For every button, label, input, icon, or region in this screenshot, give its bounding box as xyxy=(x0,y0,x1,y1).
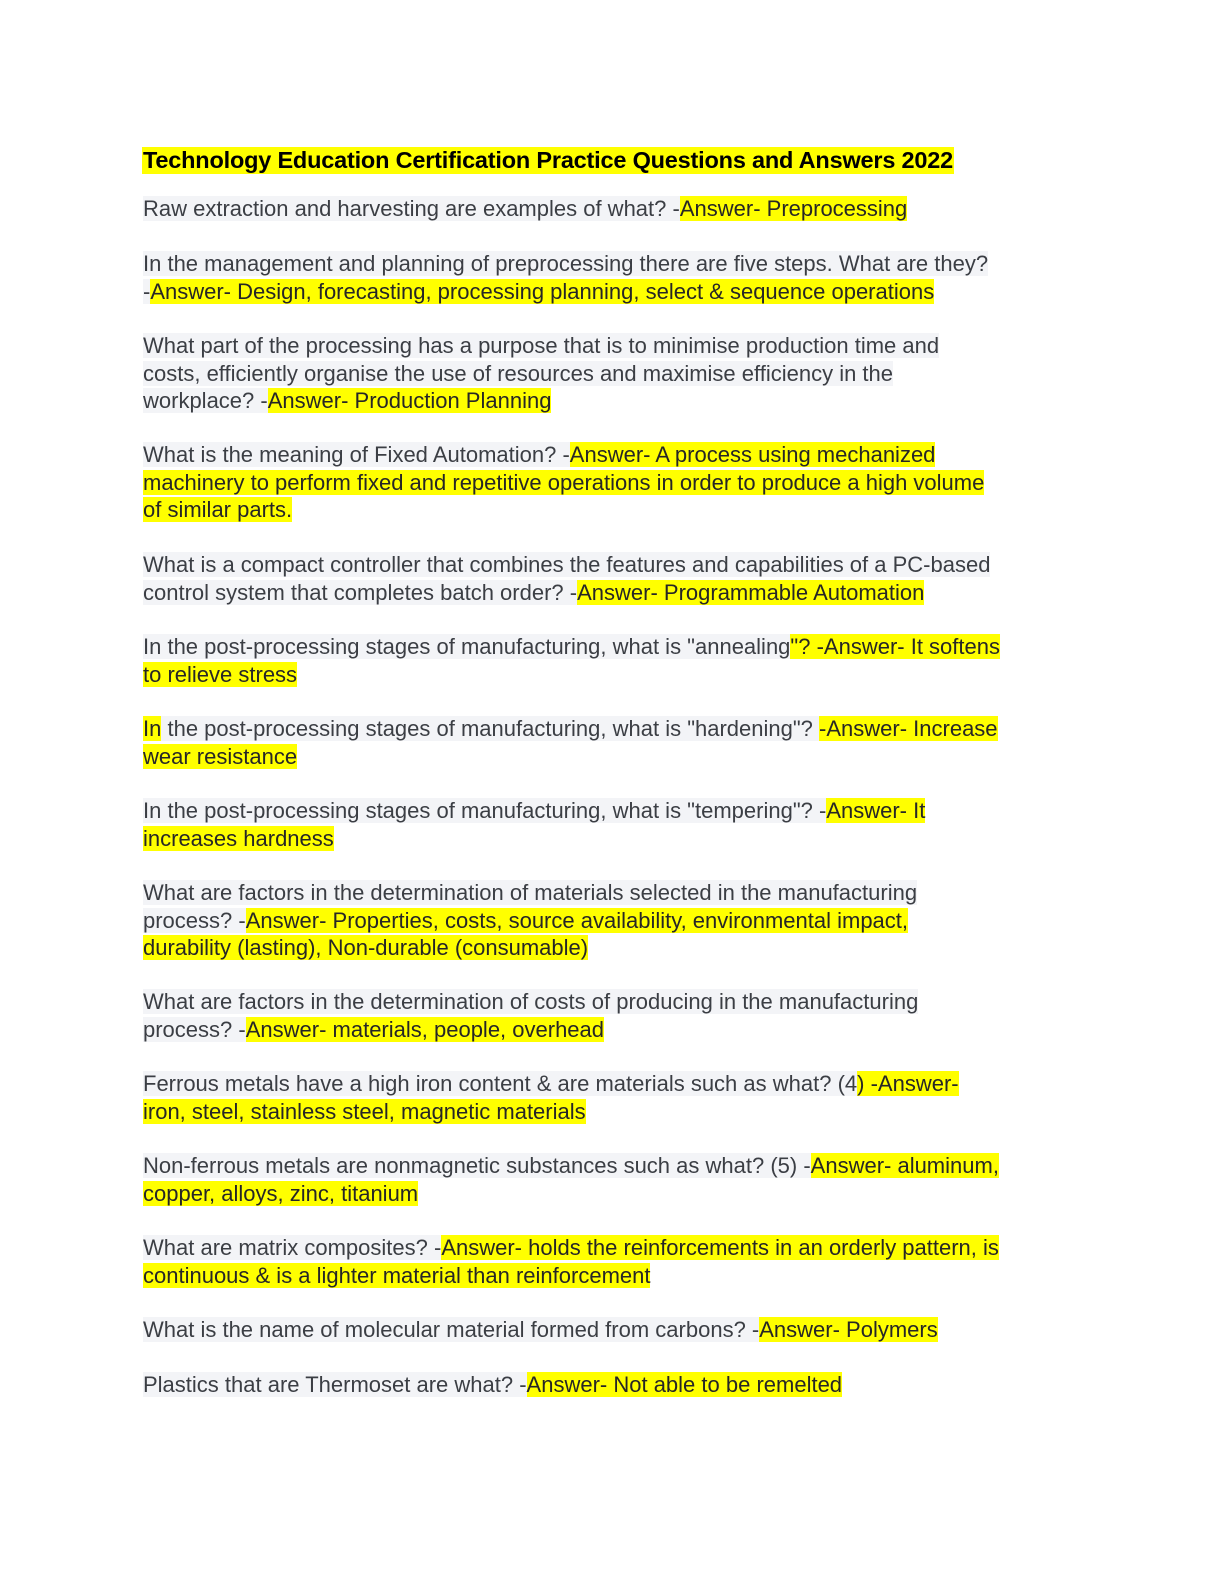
question-text: What are matrix composites? - xyxy=(143,1235,442,1260)
answer-text: Answer- aluminum, copper, alloys, zinc, titanium xyxy=(143,1153,999,1206)
answer-text: "? -Answer- It softens to relieve stress xyxy=(143,634,1000,687)
qa-item-11 xyxy=(143,1070,1083,1125)
question-text: Ferrous metals have a high iron content & are materials such as what? (4 xyxy=(143,1071,858,1096)
question-text: Plastics that are Thermoset are what? - xyxy=(143,1372,527,1397)
qa-item-3 xyxy=(143,332,1083,415)
answer-text: Answer- A process using mechanized machinery to perform fixed and repetitive operations in order to produce a high volume of similar parts. xyxy=(143,442,985,522)
question-text: Non-ferrous metals are nonmagnetic substances such as what? (5) - xyxy=(143,1153,811,1178)
answer-text: Answer- Preprocessing xyxy=(679,196,908,221)
answer-prefix-text: In xyxy=(143,716,162,741)
question-text: What is the name of molecular material formed from carbons? - xyxy=(143,1317,760,1342)
answer-text: Answer- Production Planning xyxy=(267,388,552,413)
question-text: What part of the processing has a purpose that is to minimise production time and costs, efficiently organise the use of resources and maximise efficiency in the workplace? - xyxy=(143,333,940,413)
qa-item-1 xyxy=(143,195,1083,223)
qa-item-10 xyxy=(143,988,1083,1043)
answer-text: Answer- Polymers xyxy=(759,1317,938,1342)
qa-item-14 xyxy=(143,1316,1083,1344)
qa-item-6 xyxy=(143,633,1083,688)
question-text: What are factors in the determination of materials selected in the manufacturing process? - xyxy=(143,880,918,933)
answer-text: Answer- Design, forecasting, processing planning, select & sequence operations xyxy=(150,278,935,304)
qa-item-8 xyxy=(143,797,1083,852)
answer-text: Answer- Not able to be remelted xyxy=(526,1372,843,1397)
answer-text: Answer- Programmable Automation xyxy=(577,579,925,605)
qa-item-12 xyxy=(143,1152,1083,1207)
question-text: In the post-processing stages of manufacturing, what is "annealing xyxy=(143,634,791,659)
question-text: What is a compact controller that combines the features and capabilities of a PC-based control system that completes batch order? - xyxy=(143,552,991,605)
document-title xyxy=(142,144,954,176)
question-text: What are factors in the determination of costs of producing in the manufacturing process? - xyxy=(143,989,919,1042)
answer-text: Answer- holds the reinforcements in an orderly pattern, is continuous & is a lighter material than reinforcement xyxy=(143,1235,999,1288)
document-title-text: Technology Education Certification Practice Questions and Answers 2022 xyxy=(143,147,954,173)
qa-item-4 xyxy=(143,441,1083,524)
answer-text: -Answer- Increase wear resistance xyxy=(143,716,998,769)
qa-item-7 xyxy=(143,715,1083,770)
qa-item-13 xyxy=(143,1234,1083,1289)
qa-item-2 xyxy=(143,250,1083,305)
answer-text: ) -Answer- iron, steel, stainless steel, magnetic materials xyxy=(143,1071,959,1124)
qa-item-5 xyxy=(143,551,1083,606)
question-text: What is the meaning of Fixed Automation? - xyxy=(143,442,570,467)
answer-text: Answer- Properties, costs, source availability, environmental impact, durability (lasting), Non-durable (consumable) xyxy=(143,907,909,960)
question-text: Raw extraction and harvesting are examples of what? - xyxy=(143,196,680,221)
question-text: In the post-processing stages of manufacturing, what is "tempering"? - xyxy=(143,798,827,823)
question-text: the post-processing stages of manufacturing, what is "hardening"? xyxy=(161,716,820,741)
answer-text: Answer- It increases hardness xyxy=(143,798,926,851)
qa-item-9 xyxy=(143,879,1083,962)
qa-item-15 xyxy=(143,1371,1083,1399)
answer-text: Answer- materials, people, overhead xyxy=(245,1016,605,1042)
question-text: In the management and planning of preprocessing there are five steps. What are they? - xyxy=(143,251,989,304)
